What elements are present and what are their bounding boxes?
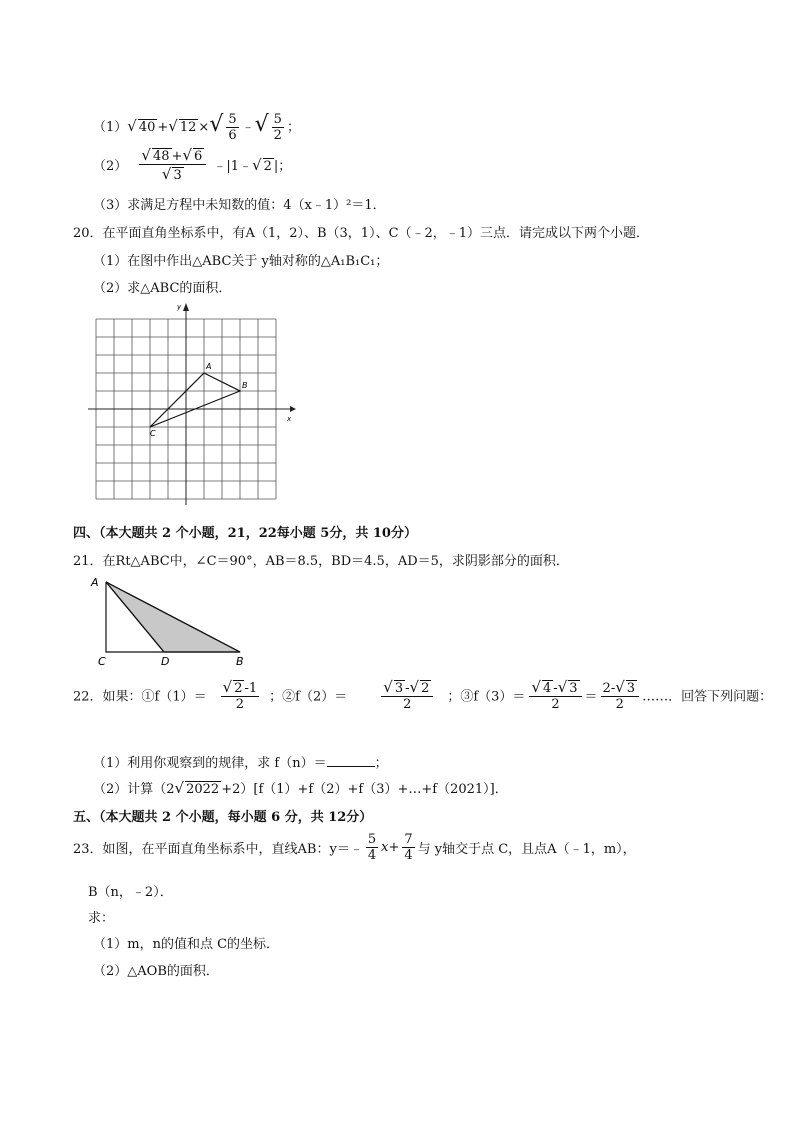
b-den: 4 <box>404 848 413 863</box>
f4-num-b: 3 <box>626 681 636 696</box>
x-axis-label: x <box>287 415 292 423</box>
q22-part2-rad: 2022 <box>186 782 220 797</box>
f2-num-b: 2 <box>421 681 430 696</box>
q21-stem: 21．在Rt△ABC中，∠C＝90°，AB＝8.5，BD＝4.5，AD＝5，求阴影部分的面积． <box>73 554 569 569</box>
q21-triangle-figure <box>88 572 258 672</box>
frac2-den: 2 <box>273 128 282 143</box>
q19-p2-num-a: 48 <box>152 149 170 164</box>
q22-stem: 22．如果：①f（1）＝ $\frac{√ 2 -1}{2}$ ；②f（2）＝ $\frac{√ 3 -√ 2}{2}$ ；③f（3）＝ $\frac{√ 4 -√ 3}{2}$ ＝ $\frac{2-√ 3}{2}$ ……．回答下列问题： <box>73 678 773 712</box>
times-sign: × <box>198 120 210 135</box>
x-axis-arrow-icon <box>290 406 296 412</box>
q22-lead: 22．如果：①f（1）＝ <box>73 689 207 705</box>
q22-s3: ；③f（3）＝ <box>447 689 526 705</box>
q19-part1: （1）√ 40 +√ 12 ×√ $\frac{5}{6}$ ﹣√ $\frac{5}{2}$ ； <box>93 112 300 143</box>
q23-part2: （2）△AOB的面积． <box>93 964 219 979</box>
q22-part2: （2）计算（2√ 2022 +2）[f（1）+f（2）+f（3）+…+f（2021）]． <box>93 779 508 797</box>
f2-num-a: 3 <box>394 681 404 696</box>
q19-p2-tail-post: |； <box>273 159 292 174</box>
q22-part1-post: ； <box>374 756 388 771</box>
point-b-label: B <box>242 381 248 390</box>
q22-part2-post: +2）[f（1）+f（2）+f（3）+…+f（2021）]． <box>221 782 508 797</box>
fig21-label-b: B <box>236 655 244 668</box>
q19-part2: （2） $\frac{√ 48 +√ 6}{√ 3}$ ﹣|1﹣√ 2 |； <box>93 146 292 183</box>
q22-part1 <box>93 752 388 771</box>
q19-radicand-b: 12 <box>179 120 197 135</box>
frac2-num: 5 <box>273 112 282 127</box>
q19-part3 <box>93 194 386 213</box>
f3-num-a: 4 <box>543 681 552 696</box>
fig21-label-a: A <box>91 576 99 589</box>
q19-part2-label: （2） <box>93 159 128 174</box>
f1-den: 2 <box>235 697 245 712</box>
q22-eq: ＝ <box>584 689 598 705</box>
fig21-label-d: D <box>161 655 170 668</box>
q22-s2: ；②f（2）＝ <box>269 689 348 705</box>
q20-coordinate-grid <box>88 300 298 505</box>
f3-den: 2 <box>551 697 560 712</box>
q19-p2-den: 3 <box>173 168 182 183</box>
q19-radicand-a: 40 <box>138 120 156 135</box>
q20-part1: （1）在图中作出△ABC关于 y轴对称的△A₁B₁C₁； <box>93 254 389 269</box>
f3-num-b: 3 <box>569 681 578 696</box>
q22-part2-pre: （2）计算（2 <box>93 782 175 797</box>
fig21-label-c: C <box>98 655 106 668</box>
f1-num-b: 1 <box>248 681 258 696</box>
q19-p2-tail-pre: ﹣|1﹣ <box>213 159 253 174</box>
q19-part3-text: 求满足方程中未知数的值：4（x﹣1）²＝1． <box>127 198 386 213</box>
q23-x-plus: x+ <box>381 840 400 855</box>
q23-stem <box>73 832 636 863</box>
q20-stem: 20．在平面直角坐标系中，有A（1，2）、B（3，1）、C（﹣2，﹣1）三点．请完成以下两个小题． <box>73 226 650 241</box>
y-axis-arrow-icon <box>183 303 189 311</box>
point-c-label: C <box>150 429 156 438</box>
y-axis-label: y <box>177 303 182 311</box>
k-num: 5 <box>367 832 377 847</box>
f1-num-a: 2 <box>234 681 243 696</box>
answer-blank[interactable] <box>327 754 375 767</box>
f4-num-a: 2 <box>602 681 611 696</box>
frac1-den: 6 <box>228 128 237 143</box>
section-5-heading: 五、（本大题共 2 个小题，每小题 6 分，共 12分） <box>73 810 373 825</box>
f4-den: 2 <box>615 697 624 712</box>
q19-part1-label: （1） <box>93 120 128 135</box>
q22-tail: ……．回答下列问题： <box>642 689 773 705</box>
q23-line2: B（n，﹣2）． <box>88 885 173 900</box>
q19-part1-end: ； <box>286 120 300 135</box>
triangle-abc <box>150 373 240 427</box>
minus-sign: ﹣ <box>241 120 255 135</box>
q23-lead: 23．如图，在平面直角坐标系中，直线AB：y＝﹣ <box>73 842 363 857</box>
point-a-label: A <box>206 362 212 371</box>
k-den: 4 <box>367 848 377 863</box>
q19-part3-label: （3） <box>93 198 128 213</box>
q23-ask: 求： <box>88 911 115 926</box>
q20-part2: （2）求△ABC的面积． <box>93 281 232 296</box>
q23-tail: 与 y轴交于点 C，且点A（﹣1，m）， <box>417 842 636 857</box>
f2-den: 2 <box>403 697 412 712</box>
b-num: 7 <box>404 832 413 847</box>
q19-p2-num-b: 6 <box>194 149 203 164</box>
q22-part1-pre: （1）利用你观察到的规律，求 f（n）＝ <box>93 756 327 771</box>
q23-part1: （1）m，n的值和点 C的坐标． <box>93 937 280 952</box>
frac1-num: 5 <box>228 112 237 127</box>
q19-p2-tail-rad: 2 <box>263 159 272 174</box>
section-4-heading: 四、（本大题共 2 个小题，21，22每小题 5分，共 10分） <box>73 526 417 541</box>
